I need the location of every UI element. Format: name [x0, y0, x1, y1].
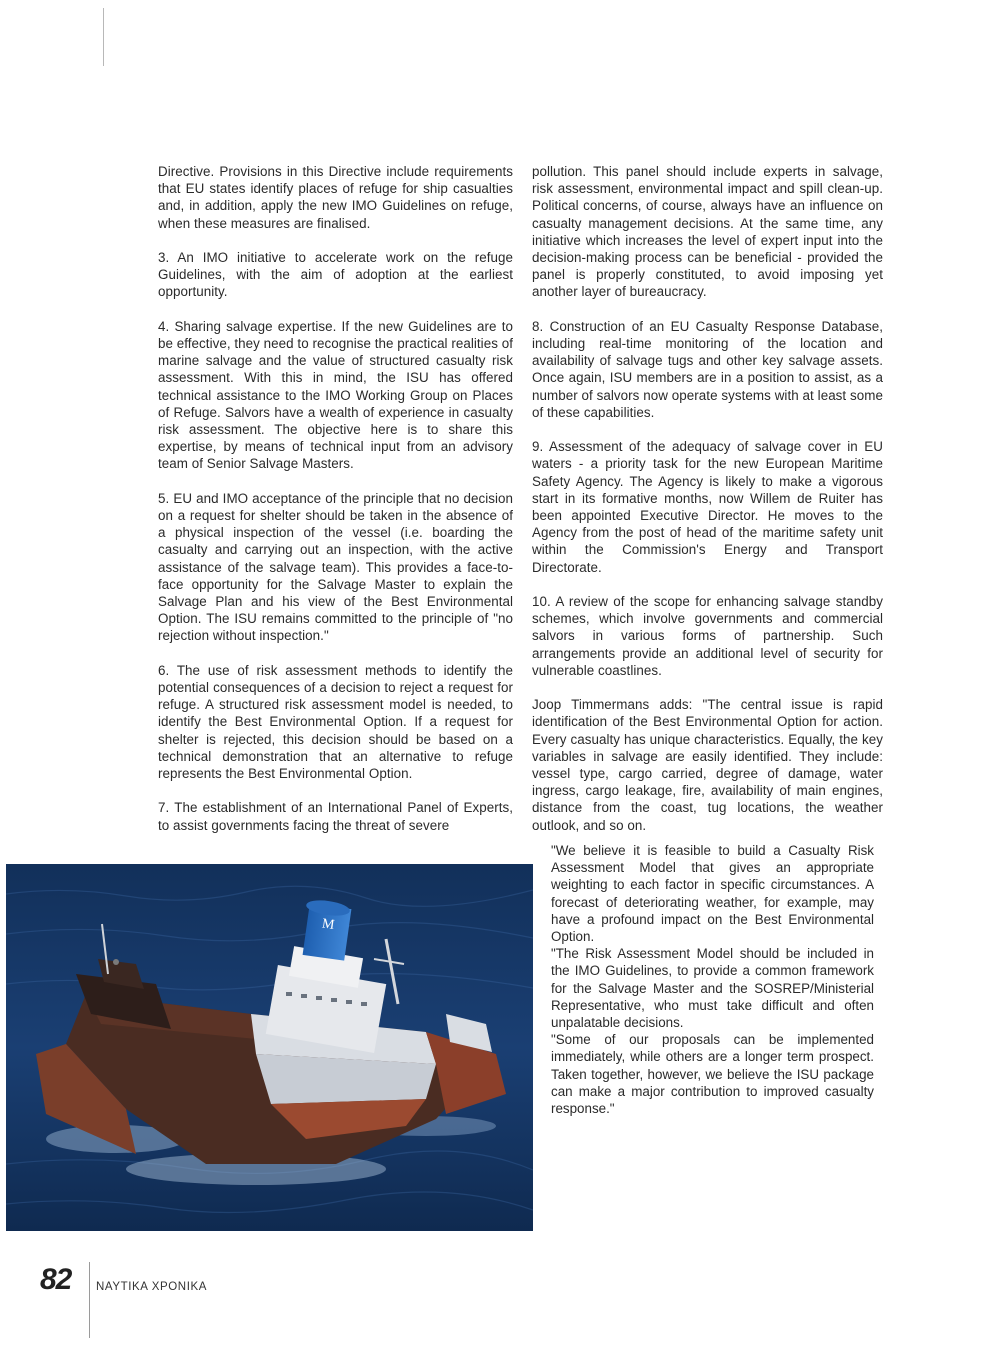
paragraph: 10. A review of the scope for enhancing salvage standby schemes, which involve governments and commercial salvors in various forms of partnership. Such arrangements provide an additional level of security for vulnerable coastlines. — [532, 594, 883, 678]
quote-paragraph: "The Risk Assessment Model should be included in the IMO Guidelines, to provide a common framework for the Salvage Master and the SOSREP/Ministerial Representative, who must take difficult and often unpalatable decisions. — [551, 946, 874, 1031]
footer-rule — [89, 1262, 90, 1338]
quote-paragraph: "We believe it is feasible to build a Casualty Risk Assessment Model that gives an appropriate weighting to each factor in specific circumstances. A forecast of deteriorating weather, for example, may have a profound impact on the Best Environmental Option. — [551, 843, 874, 945]
paragraph: Joop Timmermans adds: "The central issue is rapid identification of the Best Environmental Option for action. Every casualty has unique characteristics. Equally, the key variables in salvage are easily identified. They include: vessel type, cargo carried, degree of damage, water ingress, cargo leakage, fire, availability of main engines, distance from the coast, tug locations, the weather outlook, and so on. — [532, 697, 883, 833]
paragraph: 7. The establishment of an International Panel of Experts, to assist governments facing the threat of severe — [158, 800, 513, 833]
paragraph: 9. Assessment of the adequacy of salvage cover in EU waters - a priority task for the new European Maritime Safety Agency. The Agency is likely to make a vigorous start in its formative months, now Willem de Ruiter has been appointed Executive Director. He moves to the Agency from the post of head of the maritime safety unit within the Commission's Energy and Transport Directorate. — [532, 439, 883, 575]
paragraph: pollution. This panel should include experts in salvage, risk assessment, environmental impact and spill clean-up. Political concerns, of course, always have an influence on casualty management decisions. At the same time, any initiative which increases the level of expert input into the decision-making process can be beneficial - provided the panel is properly constituted, to avoid imposing yet another layer of bureaucracy. — [532, 164, 883, 300]
sinking-ship-photo — [6, 864, 533, 1231]
paragraph: 5. EU and IMO acceptance of the principle that no decision on a request for shelter should be taken in the absence of a physical inspection of the vessel (i.e. boarding the casualty and carrying out an inspection, with the active assistance of the salvage team). This provides a face-to-face opportunity for the Salvage Master to explain the Salvage Plan and his view of the Best Environmental Option. The ISU remains committed to the principle of "no rejection without inspection." — [158, 490, 513, 644]
paragraph: 4. Sharing salvage expertise. If the new Guidelines are to be effective, they need to recognise the practical realities of marine salvage and the value of structured casualty risk assessment. With this in mind, the ISU has offered technical assistance to the IMO Working Group on Places of Refuge. Salvors have a wealth of experience in casualty risk assessment. The objective here is to share this expertise, by means of technical input from an advisory team of Senior Salvage Masters. — [158, 318, 513, 472]
paragraph: 6. The use of risk assessment methods to identify the potential consequences of a decision to reject a request for refuge. A structured risk assessment model is needed, to identify the Best Environmental Option. If a request for shelter is rejected, this decision should be based on a technical demonstration that an alternative to refuge represents the Best Environmental Option. — [158, 662, 513, 782]
quote-paragraph: "Some of our proposals can be implemented immediately, while others are a longer term prospect. Taken together, however, we believe the ISU package can make a major contribution to improved casualty response." — [551, 1032, 874, 1117]
funnel-mark: M — [320, 916, 336, 934]
left-text-column — [158, 163, 513, 834]
paragraph: 3. An IMO initiative to accelerate work on the refuge Guidelines, with the aim of adoption at the earliest opportunity. — [158, 250, 513, 300]
right-text-column — [532, 163, 883, 834]
top-margin-rule — [103, 8, 104, 66]
paragraph: 8. Construction of an EU Casualty Response Database, including real-time monitoring of the location and availability of salvage tugs and other key salvage assets. Once again, ISU members are in a position to assist, as a number of salvors now operate systems with at least some of these capabilities. — [532, 318, 883, 420]
paragraph: Directive. Provisions in this Directive include requirements that EU states identify places of refuge for ship casualties and, in addition, apply the new IMO Guidelines on refuge, when these measures are finalised. — [158, 164, 513, 231]
page-number: 82 — [40, 1263, 72, 1296]
ship-illustration — [6, 864, 533, 1231]
quote-block — [551, 842, 874, 1117]
publication-title: ΝΑΥΤΙΚΑ ΧΡΟΝΙΚΑ — [96, 1281, 208, 1293]
